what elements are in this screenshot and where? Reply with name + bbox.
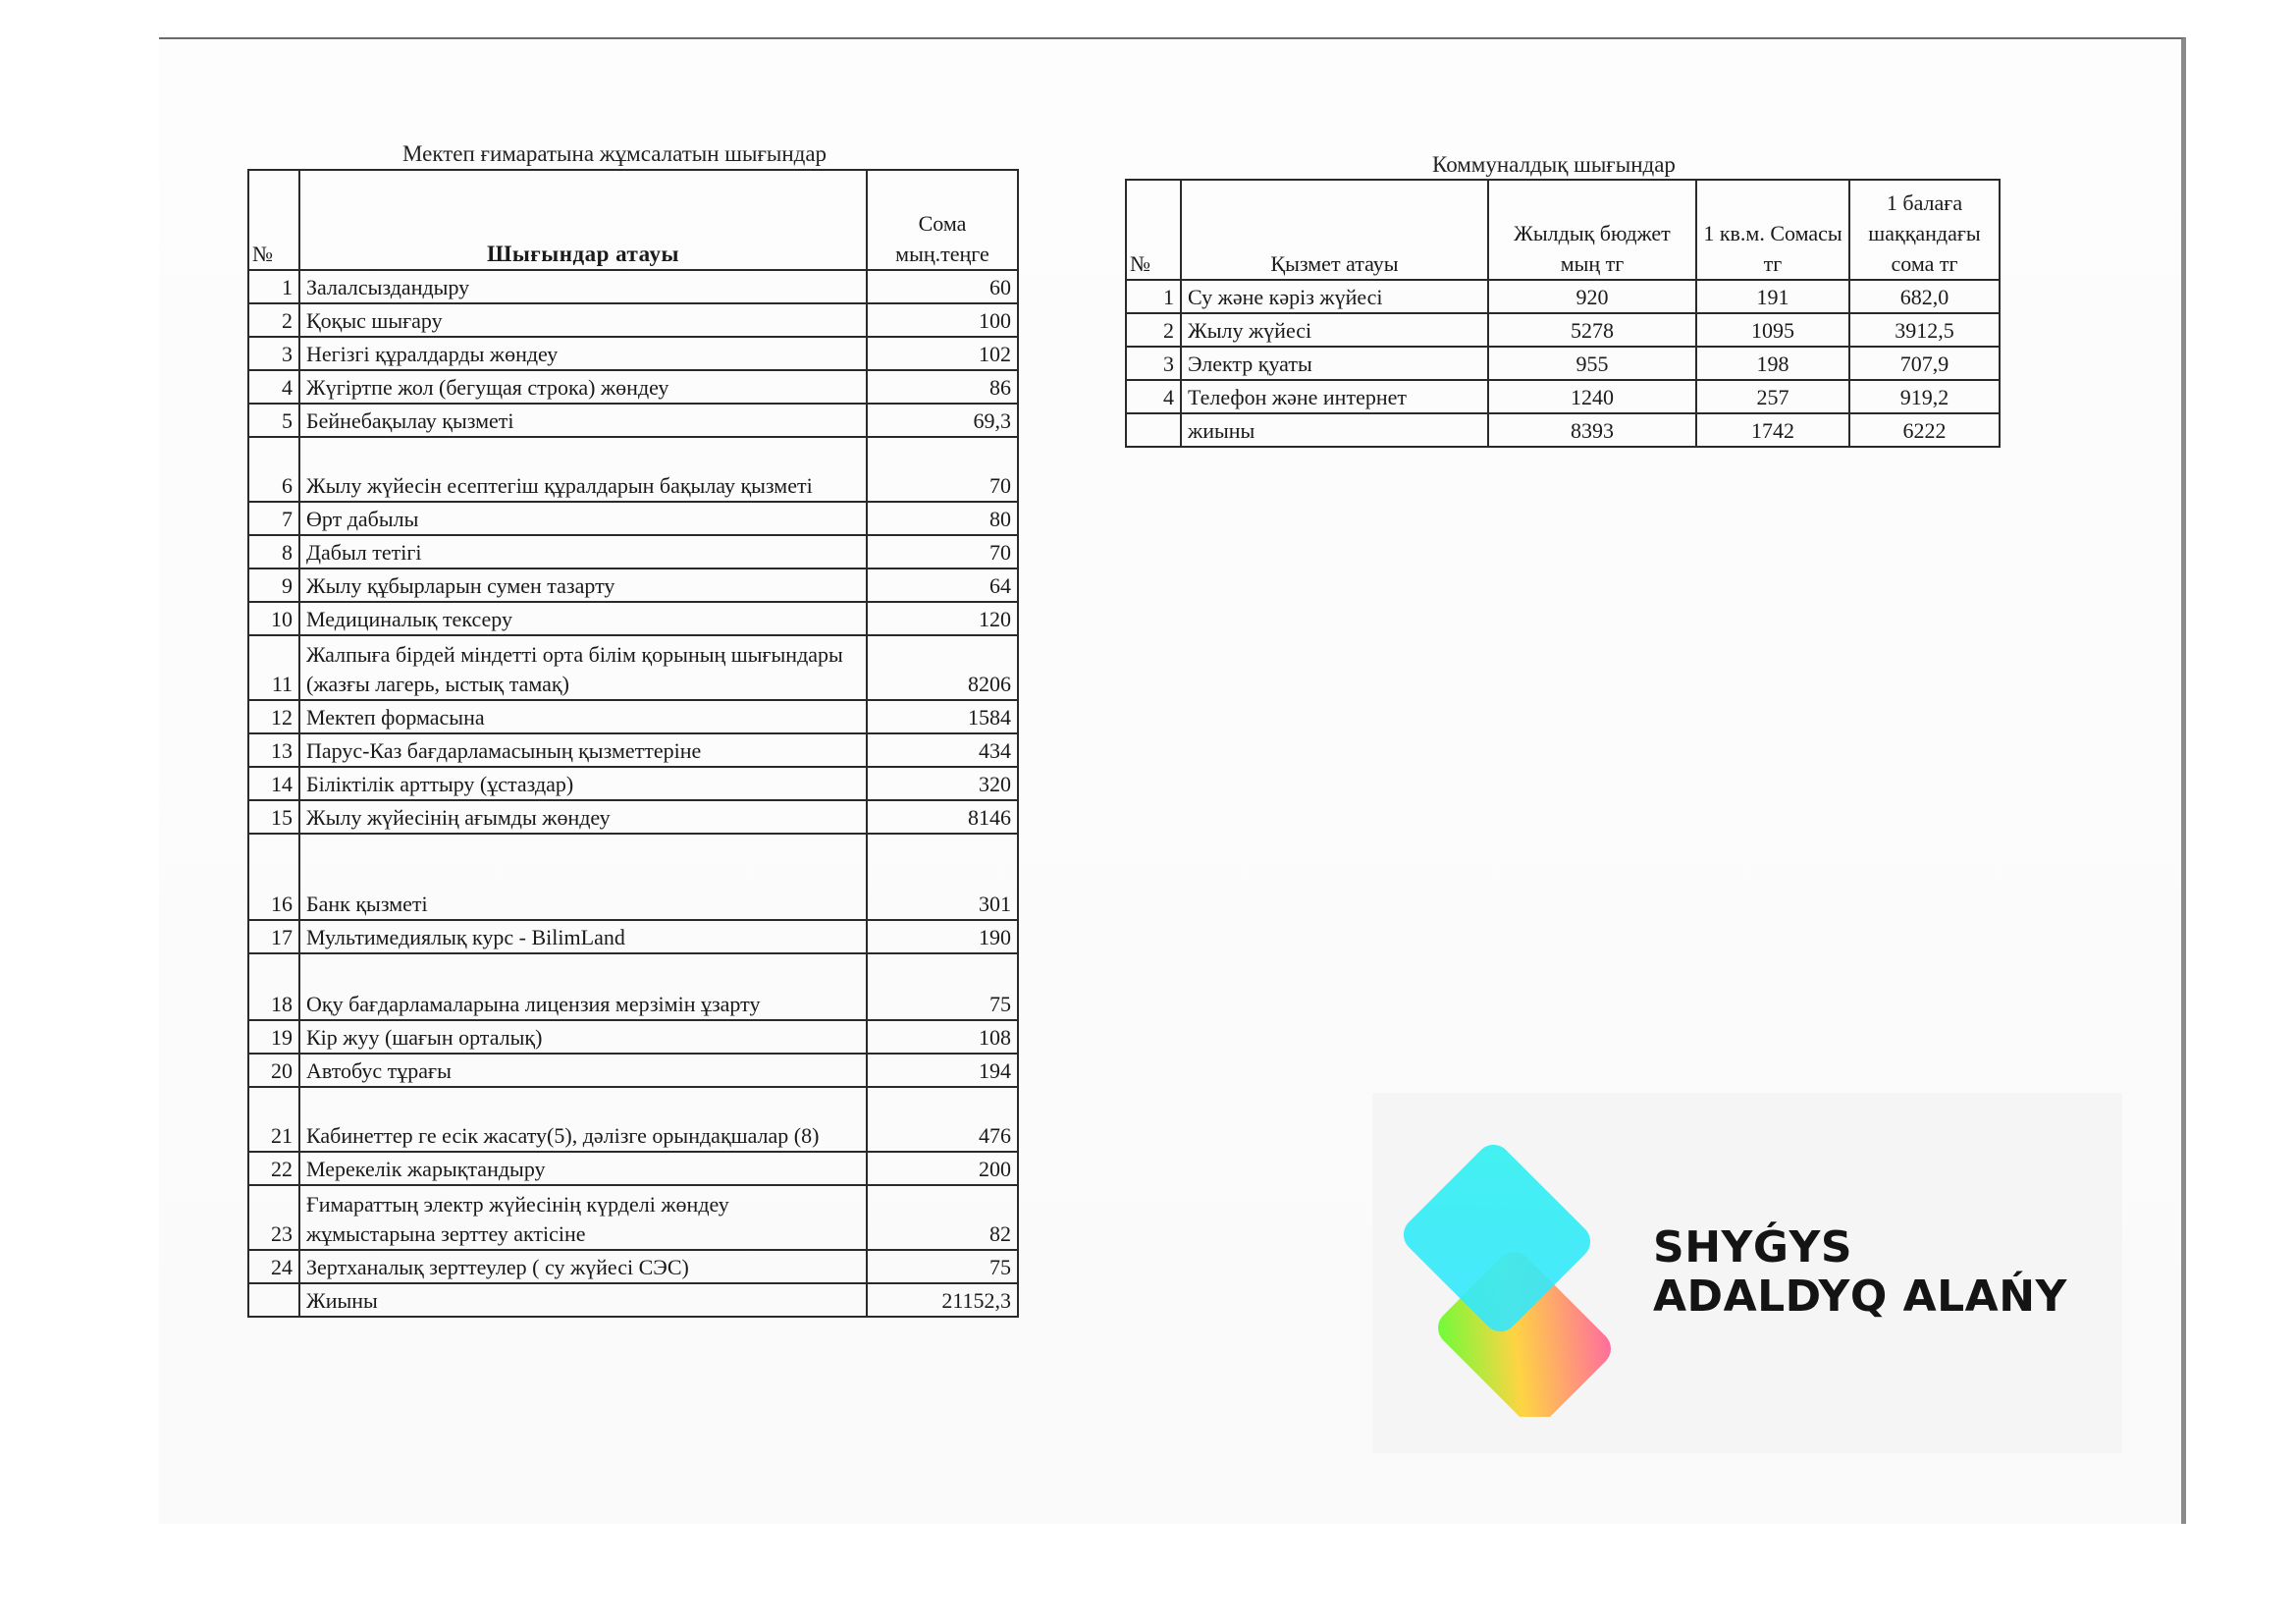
expense-amount: 70 [867, 437, 1018, 502]
expense-amount: 70 [867, 535, 1018, 568]
expense-name: Негізгі құралдарды жөндеу [299, 337, 867, 370]
expense-amount: 60 [867, 270, 1018, 303]
expense-amount: 108 [867, 1020, 1018, 1054]
expense-amount: 75 [867, 953, 1018, 1020]
expense-row [248, 834, 1018, 920]
expense-number: 7 [248, 502, 299, 535]
utilities-total-label: жиыны [1181, 413, 1488, 447]
utility-name: Су және кәріз жүйесі [1181, 280, 1488, 313]
expense-number: 9 [248, 568, 299, 602]
expense-amount: 120 [867, 602, 1018, 635]
expense-name: Мектеп формасына [299, 700, 867, 733]
expense-amount: 301 [867, 834, 1018, 920]
expense-amount: 82 [867, 1185, 1018, 1250]
expense-row [248, 437, 1018, 502]
expense-name: Жылу құбырларын сумен тазарту [299, 568, 867, 602]
logo-wordmark [1653, 1223, 2067, 1322]
expenses-name-header: Шығындар атауы [299, 170, 867, 270]
utility-row [1126, 313, 2000, 347]
expense-amount: 75 [867, 1250, 1018, 1283]
expense-amount: 434 [867, 733, 1018, 767]
utility-budget: 920 [1488, 280, 1696, 313]
expenses-header-row [248, 170, 1018, 270]
utility-per-sqm: 257 [1696, 380, 1849, 413]
expense-name: Парус-Каз бағдарламасының қызметтеріне [299, 733, 867, 767]
expense-row [248, 920, 1018, 953]
logo-diamond-icon [1402, 1132, 1637, 1417]
utility-per-sqm: 191 [1696, 280, 1849, 313]
expense-row [248, 337, 1018, 370]
expense-amount: 8206 [867, 635, 1018, 700]
expenses-total-label: Жиыны [299, 1283, 867, 1317]
utility-row [1126, 347, 2000, 380]
expense-number [248, 1283, 299, 1317]
utility-per-child: 919,2 [1849, 380, 2000, 413]
expenses-table [247, 169, 1019, 1318]
expense-row [248, 767, 1018, 800]
expense-number: 23 [248, 1185, 299, 1250]
logo-line-1: SHYǴYS [1653, 1222, 1853, 1272]
expenses-total-row [248, 1283, 1018, 1317]
utilities-table [1125, 179, 2001, 448]
expense-name: Залалсыздандыру [299, 270, 867, 303]
utility-per-child: 3912,5 [1849, 313, 2000, 347]
expense-row [248, 535, 1018, 568]
utilities-total-per-sqm: 1742 [1696, 413, 1849, 447]
expense-name: Жылу жүйесін есептегіш құралдарын бақылау қызметі [299, 437, 867, 502]
expense-amount: 100 [867, 303, 1018, 337]
expenses-total-amount: 21152,3 [867, 1283, 1018, 1317]
expense-amount: 1584 [867, 700, 1018, 733]
expense-name: Бейнебақылау қызметі [299, 404, 867, 437]
expense-name: Қоқыс шығару [299, 303, 867, 337]
expenses-amount-header: Сома мың.теңге [867, 170, 1018, 270]
expense-row [248, 733, 1018, 767]
expense-row [248, 602, 1018, 635]
expense-number: 17 [248, 920, 299, 953]
expense-name: Жүгіртпе жол (бегущая строка) жөндеу [299, 370, 867, 404]
expense-name: Кір жуу (шағын орталық) [299, 1020, 867, 1054]
expense-name: Кабинеттер ге есік жасату(5), дәлізге орындақшалар (8) [299, 1087, 867, 1152]
expense-number: 2 [248, 303, 299, 337]
utility-number [1126, 413, 1181, 447]
expense-number: 3 [248, 337, 299, 370]
utilities-table-title: Коммуналдық шығындар [1432, 152, 1676, 177]
expense-name: Автобус тұрағы [299, 1054, 867, 1087]
expense-number: 1 [248, 270, 299, 303]
utility-name: Жылу жүйесі [1181, 313, 1488, 347]
expense-number: 6 [248, 437, 299, 502]
utilities-header-row [1126, 180, 2000, 280]
expense-row [248, 1152, 1018, 1185]
expense-number: 11 [248, 635, 299, 700]
utility-budget: 1240 [1488, 380, 1696, 413]
expenses-table-title: Мектеп ғимаратына жұмсалатын шығындар [402, 141, 828, 166]
expense-name: Дабыл тетігі [299, 535, 867, 568]
utility-per-child: 682,0 [1849, 280, 2000, 313]
expense-number: 19 [248, 1020, 299, 1054]
utilities-name-header: Қызмет атауы [1181, 180, 1488, 280]
utility-number: 3 [1126, 347, 1181, 380]
expense-number: 12 [248, 700, 299, 733]
expense-name: Медициналық тексеру [299, 602, 867, 635]
expense-amount: 194 [867, 1054, 1018, 1087]
utility-row [1126, 380, 2000, 413]
expense-row [248, 502, 1018, 535]
expense-amount: 64 [867, 568, 1018, 602]
expense-row [248, 404, 1018, 437]
expense-name: Жылу жүйесінің ағымды жөндеу [299, 800, 867, 834]
utility-per-sqm: 198 [1696, 347, 1849, 380]
utilities-per-sqm-header: 1 кв.м. Сомасы тг [1696, 180, 1849, 280]
utility-number: 1 [1126, 280, 1181, 313]
expense-number: 21 [248, 1087, 299, 1152]
expense-amount: 80 [867, 502, 1018, 535]
expense-name: Ғимараттың электр жүйесінің күрделі жөндеу жұмыстарына зерттеу актісіне [299, 1185, 867, 1250]
expense-name: Банк қызметі [299, 834, 867, 920]
expense-row [248, 700, 1018, 733]
expense-number: 24 [248, 1250, 299, 1283]
expense-number: 14 [248, 767, 299, 800]
expense-amount: 190 [867, 920, 1018, 953]
utility-name: Электр қуаты [1181, 347, 1488, 380]
utilities-num-header: № [1126, 180, 1181, 280]
expense-row [248, 1020, 1018, 1054]
expense-number: 22 [248, 1152, 299, 1185]
utilities-total-per-child: 6222 [1849, 413, 2000, 447]
expense-amount: 320 [867, 767, 1018, 800]
utility-per-sqm: 1095 [1696, 313, 1849, 347]
expense-row [248, 1054, 1018, 1087]
expense-row [248, 800, 1018, 834]
expense-name: Өрт дабылы [299, 502, 867, 535]
expense-row [248, 270, 1018, 303]
expense-row [248, 568, 1018, 602]
expense-row [248, 1250, 1018, 1283]
expense-amount: 102 [867, 337, 1018, 370]
expense-amount: 476 [867, 1087, 1018, 1152]
expense-name: Мультимедиялық курс - BilimLand [299, 920, 867, 953]
expense-name: Жалпыға бірдей міндетті орта білім қорының шығындары (жазғы лагерь, ыстық тамақ) [299, 635, 867, 700]
expense-name: Зертханалық зерттеулер ( су жүйесі СЭС) [299, 1250, 867, 1283]
utility-number: 2 [1126, 313, 1181, 347]
expense-row [248, 1185, 1018, 1250]
utility-budget: 5278 [1488, 313, 1696, 347]
expense-name: Оқу бағдарламаларына лицензия мерзімін ұзарту [299, 953, 867, 1020]
expense-row [248, 303, 1018, 337]
expense-number: 8 [248, 535, 299, 568]
expense-number: 4 [248, 370, 299, 404]
expense-amount: 8146 [867, 800, 1018, 834]
expense-row [248, 1087, 1018, 1152]
expense-number: 16 [248, 834, 299, 920]
utilities-total-row [1126, 413, 2000, 447]
utility-per-child: 707,9 [1849, 347, 2000, 380]
utility-budget: 955 [1488, 347, 1696, 380]
expenses-num-header: № [248, 170, 299, 270]
expense-number: 20 [248, 1054, 299, 1087]
expense-amount: 86 [867, 370, 1018, 404]
utility-name: Телефон және интернет [1181, 380, 1488, 413]
expense-name: Мерекелік жарықтандыру [299, 1152, 867, 1185]
expense-row [248, 370, 1018, 404]
expense-amount: 69,3 [867, 404, 1018, 437]
watermark-logo [1372, 1093, 2122, 1453]
expense-name: Біліктілік арттыру (ұстаздар) [299, 767, 867, 800]
utility-row [1126, 280, 2000, 313]
utilities-per-child-header: 1 балаға шаққандағы сома тг [1849, 180, 2000, 280]
utilities-budget-header: Жылдық бюджет мың тг [1488, 180, 1696, 280]
expense-number: 18 [248, 953, 299, 1020]
expense-number: 15 [248, 800, 299, 834]
expense-row [248, 953, 1018, 1020]
logo-line-2: ADALDYQ ALAŃY [1653, 1272, 2067, 1322]
expense-number: 13 [248, 733, 299, 767]
utility-number: 4 [1126, 380, 1181, 413]
expense-number: 5 [248, 404, 299, 437]
utilities-total-budget: 8393 [1488, 413, 1696, 447]
expense-amount: 200 [867, 1152, 1018, 1185]
expense-number: 10 [248, 602, 299, 635]
expense-row [248, 635, 1018, 700]
